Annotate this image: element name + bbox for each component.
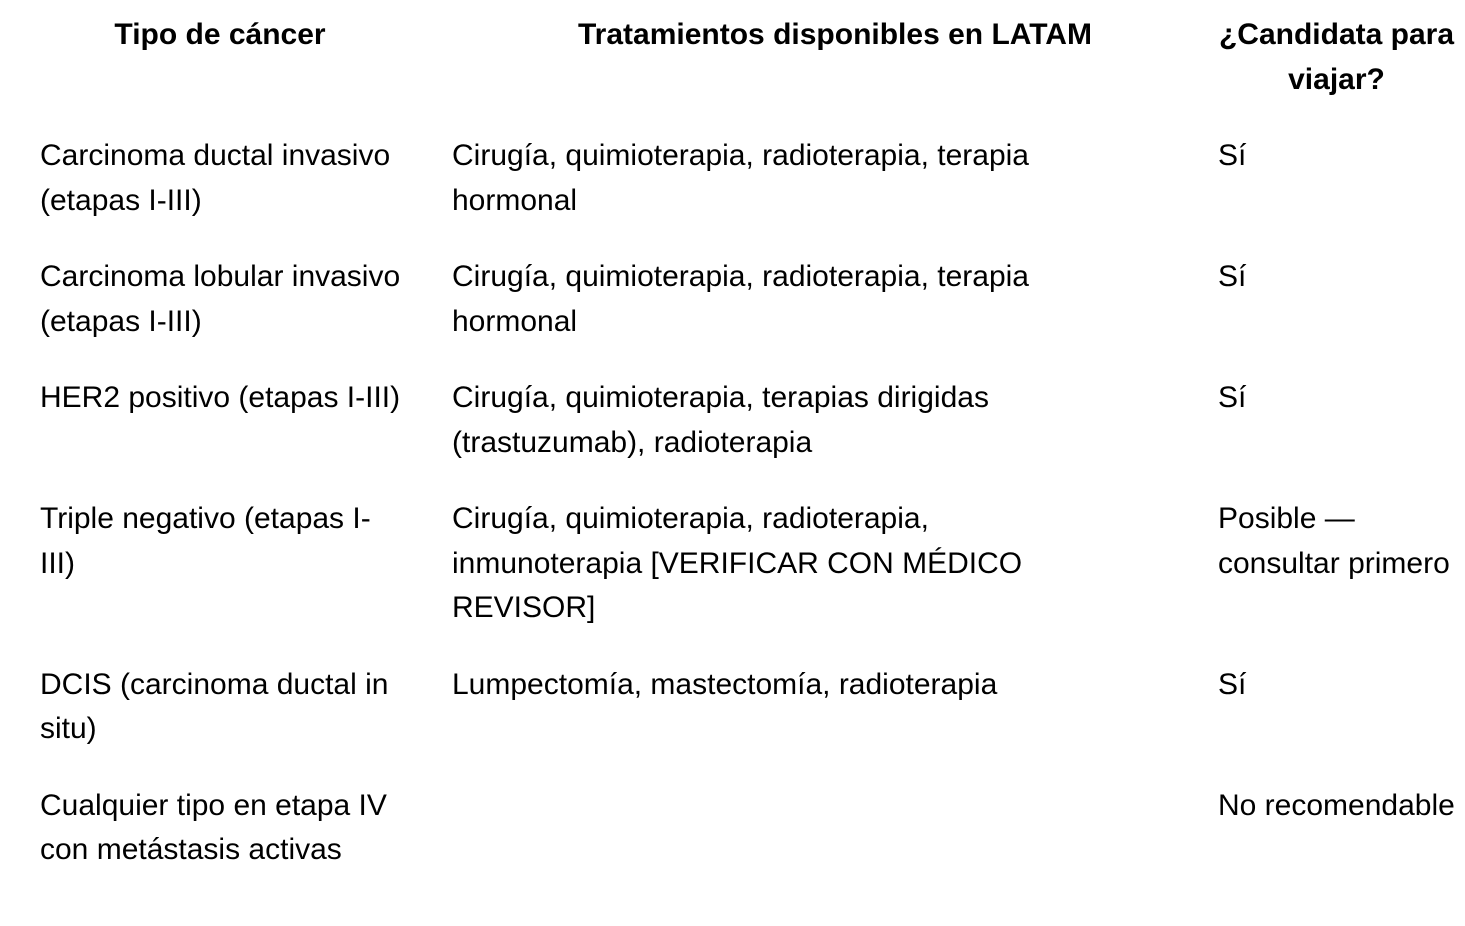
cell-cancer-type: Triple negativo (etapas I-III) (40, 502, 371, 580)
header-treatments: Tratamientos disponibles en LATAM (578, 18, 1092, 51)
table-row (0, 376, 1465, 465)
cell-cancer-type: Carcinoma ductal invasivo (etapas I-III) (40, 139, 391, 217)
table-row (0, 497, 1465, 631)
header-cancer-type: Tipo de cáncer (114, 18, 326, 51)
cell-treatments: Cirugía, quimioterapia, radioterapia, inmunoterapia [VERIFICAR CON MÉDICO REVISOR] (452, 502, 1023, 624)
table-row (0, 255, 1465, 344)
cell-travel-candidate: Sí (1218, 260, 1247, 293)
cell-travel-candidate: Sí (1218, 139, 1247, 172)
cell-treatments: Cirugía, quimioterapia, radioterapia, terapia hormonal (452, 139, 1029, 217)
cell-cancer-type: HER2 positivo (etapas I-III) (40, 381, 401, 414)
table-row (0, 784, 1465, 873)
cell-travel-candidate: No recomendable (1218, 788, 1455, 822)
cell-cancer-type: Cualquier tipo en etapa IV con metástasis activas (40, 788, 387, 866)
cell-travel-candidate: Posible — consultar primero (1218, 502, 1450, 580)
table-header-row (0, 0, 1465, 112)
cell-treatments: Cirugía, quimioterapia, terapias dirigidas (trastuzumab), radioterapia (452, 381, 989, 459)
table-row (0, 663, 1465, 752)
header-travel-candidate: ¿Candidata para viajar? (1218, 18, 1455, 96)
cell-cancer-type: Carcinoma lobular invasivo (etapas I-III) (40, 260, 401, 338)
cell-travel-candidate: Sí (1218, 381, 1247, 414)
cell-cancer-type: DCIS (carcinoma ductal in situ) (40, 667, 389, 745)
table-row (0, 134, 1465, 223)
cell-treatments: Cirugía, quimioterapia, radioterapia, terapia hormonal (452, 260, 1029, 338)
cell-travel-candidate: Sí (1218, 667, 1247, 701)
cell-treatments: Lumpectomía, mastectomía, radioterapia (452, 667, 998, 701)
